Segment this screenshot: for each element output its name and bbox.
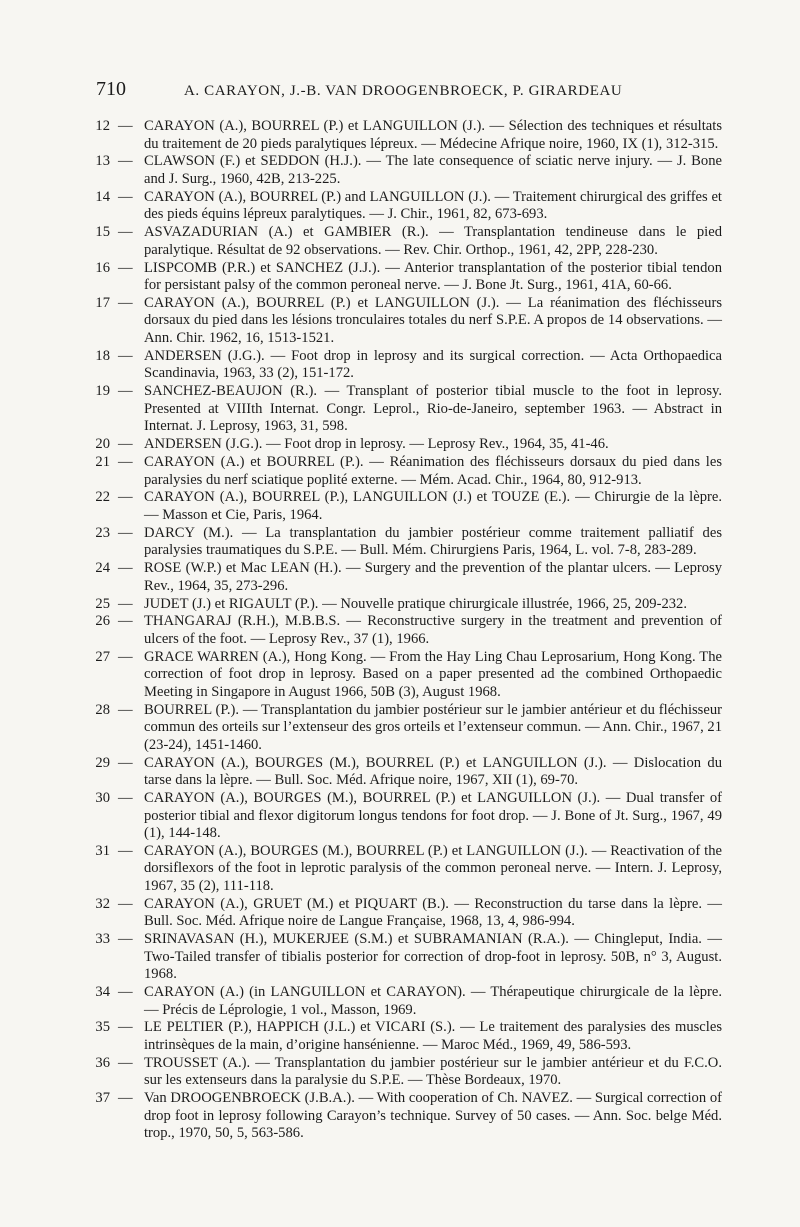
reference-text: CARAYON (A.) et BOURREL (P.). — Réanimation des fléchisseurs dorsaux du pied dans les paralysies du nerf sciatique poplité externe. — Mém. Acad. Chir., 1964, 80, 912-913. [144,454,722,488]
reference-item [82,295,722,348]
reference-number: 21 [95,454,110,471]
reference-dash: — [118,648,133,665]
reference-text: JUDET (J.) et RIGAULT (P.). — Nouvelle pratique chirurgicale illustrée, 1966, 25, 209-232. [144,595,687,612]
reference-text: TROUSSET (A.). — Transplantation du jambier postérieur sur le jambier antérieur et du F.C.O. sur les extenseurs dans la paralysie du S.P.E. — Thèse Bordeaux, 1970. [144,1054,722,1089]
reference-number: 18 [95,347,110,364]
reference-dash: — [118,984,133,1001]
page-number: 710 [96,78,126,100]
reference-dash: — [118,1054,133,1071]
reference-item [82,189,722,224]
reference-number: 15 [95,224,110,241]
reference-item [82,560,722,595]
reference-number: 33 [95,931,110,948]
reference-text: ASVAZADURIAN (A.) et GAMBIER (R.). — Transplantation tendineuse dans le pied paralytique. Résultat de 92 observations. — Rev. Chir. Orthop., 1961, 42, 2PP, 228-230. [144,224,722,258]
reference-item [82,1019,722,1054]
reference-dash: — [118,895,133,912]
reference-item [82,790,722,843]
reference-number: 27 [95,648,110,665]
reference-dash: — [118,383,133,400]
reference-text: CARAYON (A.), GRUET (M.) et PIQUART (B.). — Reconstruction du tarse dans la lèpre. — Bull. Soc. Méd. Afrique noire de Langue Française, 1968, 13, 4, 986-994. [144,895,722,930]
reference-item [82,843,722,896]
reference-item [82,454,722,489]
reference-number: 17 [95,294,110,311]
reference-dash: — [118,224,133,241]
reference-dash: — [118,259,133,276]
running-head: A. CARAYON, J.-B. VAN DROOGENBROECK, P. GIRARDEAU [184,83,623,99]
reference-item [82,436,722,454]
reference-dash: — [118,118,133,134]
reference-number: 24 [95,560,110,577]
reference-number: 35 [95,1019,110,1036]
reference-item [82,896,722,931]
reference-number: 22 [95,489,110,506]
reference-item [82,931,722,984]
reference-item [82,260,722,295]
reference-number: 29 [95,754,110,771]
reference-item [82,383,722,436]
reference-dash: — [118,524,133,541]
reference-number: 26 [95,613,110,630]
reference-item [82,649,722,702]
reference-item [82,525,722,560]
reference-text: CARAYON (A.), BOURREL (P.), LANGUILLON (J.) et TOUZE (E.). — Chirurgie de la lèpre. — Masson et Cie, Paris, 1964. [144,489,722,523]
reference-dash: — [118,701,133,718]
reference-item [82,596,722,614]
reference-text: CARAYON (A.), BOURGES (M.), BOURREL (P.) et LANGUILLON (J.). — Dual transfer of posterior tibial and flexor digitorum longus tendons for foot drop. — J. Bone of Jt. Surg., 1967, 49 (1), 144-148. [144,790,722,842]
reference-text: CARAYON (A.), BOURREL (P.) et LANGUILLON (J.). — Sélection des techniques et résultats du traitement de 20 pieds paralytiques lépreux. — Médecine Afrique noire, 1960, IX (1), 312-315. [144,118,722,152]
reference-item [82,224,722,259]
reference-item [82,348,722,383]
reference-item [82,755,722,790]
reference-number: 16 [95,259,110,276]
reference-item [82,1055,722,1090]
reference-item [82,1090,722,1143]
reference-text: DARCY (M.). — La transplantation du jambier postérieur comme traitement palliatif des paralysies traumatiques du S.P.E. — Bull. Mém. Chirurgiens Paris, 1964, L. vol. 7-8, 283-289. [144,524,722,559]
reference-text: CARAYON (A.), BOURREL (P.) and LANGUILLON (J.). — Traitement chirurgical des griffes et des pieds équins lépreux paralytiques. — J. Chir., 1961, 82, 673-693. [144,188,722,223]
reference-dash: — [118,436,133,453]
reference-dash: — [118,1019,133,1036]
reference-number: 32 [95,895,110,912]
reference-number: 14 [95,188,110,205]
reference-number: 37 [95,1090,110,1107]
reference-text: THANGARAJ (R.H.), M.B.B.S. — Reconstructive surgery in the treatment and prevention of ulcers of the foot. — Leprosy Rev., 37 (1), 1966. [144,613,722,647]
reference-dash: — [118,560,133,577]
reference-dash: — [118,842,133,859]
reference-text: CARAYON (A.), BOURREL (P.) et LANGUILLON (J.). — La réanimation des fléchisseurs dorsaux du pied dans les lésions tronculaires totales du nerf S.P.E. A propos de 14 observations. — Ann. Chir. 1962, 16, 1513-1521. [144,294,722,346]
reference-text: GRACE WARREN (A.), Hong Kong. — From the Hay Ling Chau Leprosarium, Hong Kong. The correction of foot drop in leprosy. Based on a paper presented ad the combined Orthopaedic Meeting in Singapore in August 1966, 50B (3), August 1968. [144,648,722,700]
reference-text: ANDERSEN (J.G.). — Foot drop in leprosy. — Leprosy Rev., 1964, 35, 41-46. [144,436,609,453]
reference-text: CARAYON (A.), BOURGES (M.), BOURREL (P.) et LANGUILLON (J.). — Reactivation of the dorsiflexors of the foot in leprotic paralysis of the common peroneal nerve. — Intern. J. Leprosy, 1967, 35 (2), 111-118. [144,842,722,894]
reference-item [82,984,722,1019]
reference-text: CARAYON (A.) (in LANGUILLON et CARAYON). — Thérapeutique chirurgicale de la lèpre. — Précis de Léprologie, 1 vol., Masson, 1969. [144,984,722,1018]
reference-number: 34 [95,984,110,1001]
reference-number: 20 [95,436,110,453]
reference-item [82,153,722,188]
reference-number: 12 [95,118,110,134]
reference-number: 19 [95,383,110,400]
reference-text: Van DROOGENBROECK (J.B.A.). — With cooperation of Ch. NAVEZ. — Surgical correction of drop foot in leprosy following Carayon’s technique. Survey of 50 cases. — Ann. Soc. belge Méd. trop., 1970, 50, 5, 563-586. [144,1090,722,1142]
reference-text: SRINAVASAN (H.), MUKERJEE (S.M.) et SUBRAMANIAN (R.A.). — Chingleput, India. — Two-Tailed transfer of tibialis posterior for correction of drop-foot in leprosy. 50B, n° 3, August. 1968. [144,931,722,983]
reference-dash: — [118,595,133,612]
reference-text: CARAYON (A.), BOURGES (M.), BOURREL (P.) et LANGUILLON (J.). — Dislocation du tarse dans la lèpre. — Bull. Soc. Méd. Afrique noire, 1967, XII (1), 69-70. [144,754,722,789]
reference-dash: — [118,613,133,630]
reference-dash: — [118,454,133,471]
reference-number: 36 [95,1054,110,1071]
reference-list [82,118,722,1143]
reference-number: 30 [95,790,110,807]
reference-number: 13 [95,153,110,170]
reference-dash: — [118,754,133,771]
reference-text: ROSE (W.P.) et Mac LEAN (H.). — Surgery and the prevention of the plantar ulcers. — Leprosy Rev., 1964, 35, 273-296. [144,560,722,594]
reference-number: 28 [95,701,110,718]
reference-item [82,489,722,524]
reference-dash: — [118,153,133,170]
reference-dash: — [118,1090,133,1107]
reference-text: LISPCOMB (P.R.) et SANCHEZ (J.J.). — Anterior transplantation of the posterior tibial tendon for persistant palsy of the common peroneal nerve. — J. Bone Jt. Surg., 1961, 41A, 60-66. [144,259,722,294]
reference-number: 31 [95,842,110,859]
reference-dash: — [118,294,133,311]
reference-text: CLAWSON (F.) et SEDDON (H.J.). — The late consequence of sciatic nerve injury. — J. Bone and J. Surg., 1960, 42B, 213-225. [144,153,722,187]
reference-dash: — [118,347,133,364]
reference-dash: — [118,790,133,807]
reference-item [82,613,722,648]
reference-number: 25 [95,595,110,612]
reference-text: SANCHEZ-BEAUJON (R.). — Transplant of posterior tibial muscle to the foot in leprosy. Presented at VIIIth Internat. Congr. Leprol., Rio-de-Janeiro, september 1963. — Abstract in Internat. J. Leprosy, 1963, 31, 598. [144,383,722,435]
reference-item [82,118,722,153]
reference-dash: — [118,931,133,948]
page-header [96,78,710,101]
reference-dash: — [118,188,133,205]
reference-text: LE PELTIER (P.), HAPPICH (J.L.) et VICARI (S.). — Le traitement des paralysies des muscles intrinsèques de la main, d’origine hansénienne. — Maroc Méd., 1969, 49, 586-593. [144,1019,722,1053]
reference-item [82,702,722,755]
reference-dash: — [118,489,133,506]
reference-number: 23 [95,524,110,541]
reference-text: ANDERSEN (J.G.). — Foot drop in leprosy and its surgical correction. — Acta Orthopaedica Scandinavia, 1963, 33 (2), 151-172. [144,347,722,382]
reference-text: BOURREL (P.). — Transplantation du jambier postérieur sur le jambier antérieur et du fléchisseur commun des orteils sur l’extenseur des gros orteils et l’extenseur commun. — Ann. Chir., 1967, 21 (23-24), 1451-1460. [144,701,722,753]
